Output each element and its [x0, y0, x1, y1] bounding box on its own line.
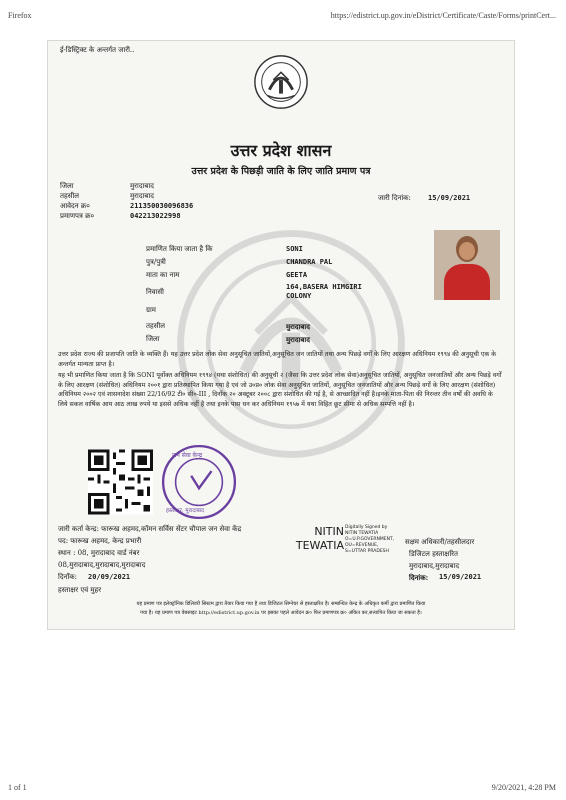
digital-sign-heading: Digitally Signed by [345, 525, 388, 530]
footer-note-2: गया है। यह प्रमाण पत्र वेबसाइट http://edistrict.up.gov.in पर इसका पहले आवेदन क्र० फिर प्रमाणपत्र क्र० अंकित कर,सत्यापित किया जा सकता है। [140, 610, 422, 616]
certify-label: प्रमाणित किया जाता है कि [146, 245, 213, 253]
signer-name: NITIN TEWATIA [295, 525, 344, 552]
mother-label: माता का नाम [146, 271, 180, 279]
certificate-no-value: 042213022998 [130, 212, 181, 220]
certificate-page [47, 40, 515, 630]
tehsil-label: तहसील [60, 192, 79, 200]
officer-place: मुरादाबाद,मुरादाबाद [409, 562, 460, 570]
village-label: ग्राम [146, 306, 156, 314]
stamp-text-top: जन सेवा केन्द्र [172, 452, 203, 459]
footer-note-1: यह प्रमाण पत्र इलेक्ट्रॉनिक डिलिवरी सिस्टम द्वारा तैयार किया गया है तथा डिजिटल सिग्नेचर से हस्ताक्षरित है। सम्बन्धित केन्द्र के अधिकृत कर्मी द्वारा प्रमाणित किया [136, 601, 426, 607]
qr-code [88, 448, 153, 516]
date-label: दिनाँक: [58, 573, 77, 581]
browser-url: https://edistrict.up.gov.in/eDistrict/Certificate/Caste/Forms/printCert... [330, 11, 556, 20]
up-govt-emblem [252, 53, 310, 111]
caste-paragraph: उत्तर प्रदेश राज्य की प्रजापति जाति के व्यक्ति हैं। यह उत्तर प्रदेश लोक सेवा अनुसूचित जातियों,अनुसूचित जन जातियों तथा अन्य पिछड़े वर्गों के लिए आरक्षण अधिनियम १९९४ की अनुसूची एक के अन्तर्गत मान्यता प्राप्त है। [58, 351, 497, 368]
tehsil2-value: मुरादाबाद [286, 322, 310, 331]
application-value: 211350030096836 [130, 202, 194, 210]
officer-date-label: दिनांक: [409, 573, 429, 582]
son-daughter-label: पुत्र/पुत्री [146, 258, 166, 266]
page-count: 1 of 1 [8, 783, 27, 792]
tehsil2-label: तहसील [146, 322, 165, 330]
place-line-2: 08,मुरादाबाद,मुरादाबाद,मुरादाबाद [58, 561, 146, 569]
district-label: जिला [60, 182, 74, 190]
issue-date-value: 15/09/2021 [428, 194, 471, 202]
stamp-text-bottom: हस्ताक्षर, मुरादाबाद [166, 508, 205, 514]
district2-label: जिला [146, 335, 160, 343]
issue-date-label: जारी दिनांक: [378, 194, 411, 202]
certify-value: SONI [286, 245, 303, 253]
application-label: आवेदन क्र० [60, 202, 90, 210]
certification-paragraph: यह भी प्रमाणित किया जाता है कि SONI पूर्वोक्त अधिनियम १९९४ (यथा संशोधित) की अनुसूची २ (जैसा कि उत्तर प्रदेश लोक सेवा)अनुसूचित जातियों, अनुसूचित जनजातियों और अन्य पिछड़े वर्गों के लिए आरक्षण (संशोधित) अधिनियम २००१ द्वारा प्रतिस्थापित किया गया है एवं जो उ०प्र० लोक सेवा अनुसूचित जातियों, अनुसूचित जनजातियों और अन्य पिछड़े वर्गों के लिए आरक्षण (संशोधित) अधिनियम २००२ एवं शासनादेश संख्या 22/16/92 टी० सी०-III , दिनाँक २० अक्टूबर २००८ द्वारा संशोधित की गई है, से आच्छादित नहीं है।इनके माता-पिता की निरन्तर तीन वर्षों की अवधि के लिये सकल वार्षिक आय आठ लाख रुपये या इससे अधिक नहीं है तथा इनके पास धन कर अधिनियम १९५७ में यथा विहित छूट सीमा से अधिक सम्पत्ति नहीं है। [58, 372, 502, 408]
resident-value: 164,BASERA HIMGIRI COLONY [286, 283, 362, 300]
mother-value: GEETA [286, 271, 308, 279]
certificate-subtitle: उत्तर प्रदेश के पिछड़ी जाति के लिए जाति प्रमाण पत्र [191, 166, 371, 177]
officer-subtitle: डिजिटल हस्ताक्षरित [409, 550, 458, 558]
son-daughter-value: CHANDRA PAL [286, 258, 333, 266]
officer-date-value: 15/09/2021 [439, 573, 482, 581]
sign-seal-label: हस्ताक्षर एवं मुहर [58, 586, 102, 594]
certificate-no-label: प्रमाणपत्र क्र० [60, 212, 95, 220]
issuer-line: जारी कर्ता केन्द्र: फारूख अहमद,कॉमन सर्विस सेंटर चौपाल जन सेवा केंद्र [58, 525, 242, 533]
browser-app-name: Firefox [8, 11, 32, 20]
digital-sign-details: NITIN TEWATIA O=U.P.GOVERNMENT, OU=REVENUE, S=UTTAR PRADESH [345, 531, 395, 554]
place-line: स्थान : 08, मुरादाबाद वार्ड नंबर [58, 549, 140, 557]
govt-title: उत्तर प्रदेश शासन [230, 141, 332, 160]
applicant-photo [434, 230, 500, 300]
date-value: 20/09/2021 [88, 573, 131, 581]
tehsil-value: मुरादाबाद [130, 192, 154, 200]
print-timestamp: 9/20/2021, 4:28 PM [491, 783, 556, 792]
district-value: मुरादाबाद [130, 182, 154, 190]
post-line: पद: फारूख अहमद, केन्द्र प्रभारी [58, 537, 142, 545]
resident-label: निवासी [146, 288, 164, 296]
officer-title: सक्षम अधिकारी/तहसीलदार [405, 538, 475, 546]
district2-value: मुरादाबाद [286, 335, 310, 344]
top-note: ई-डिस्ट्रिक्ट के अन्तर्गत जारी.. [60, 46, 135, 54]
